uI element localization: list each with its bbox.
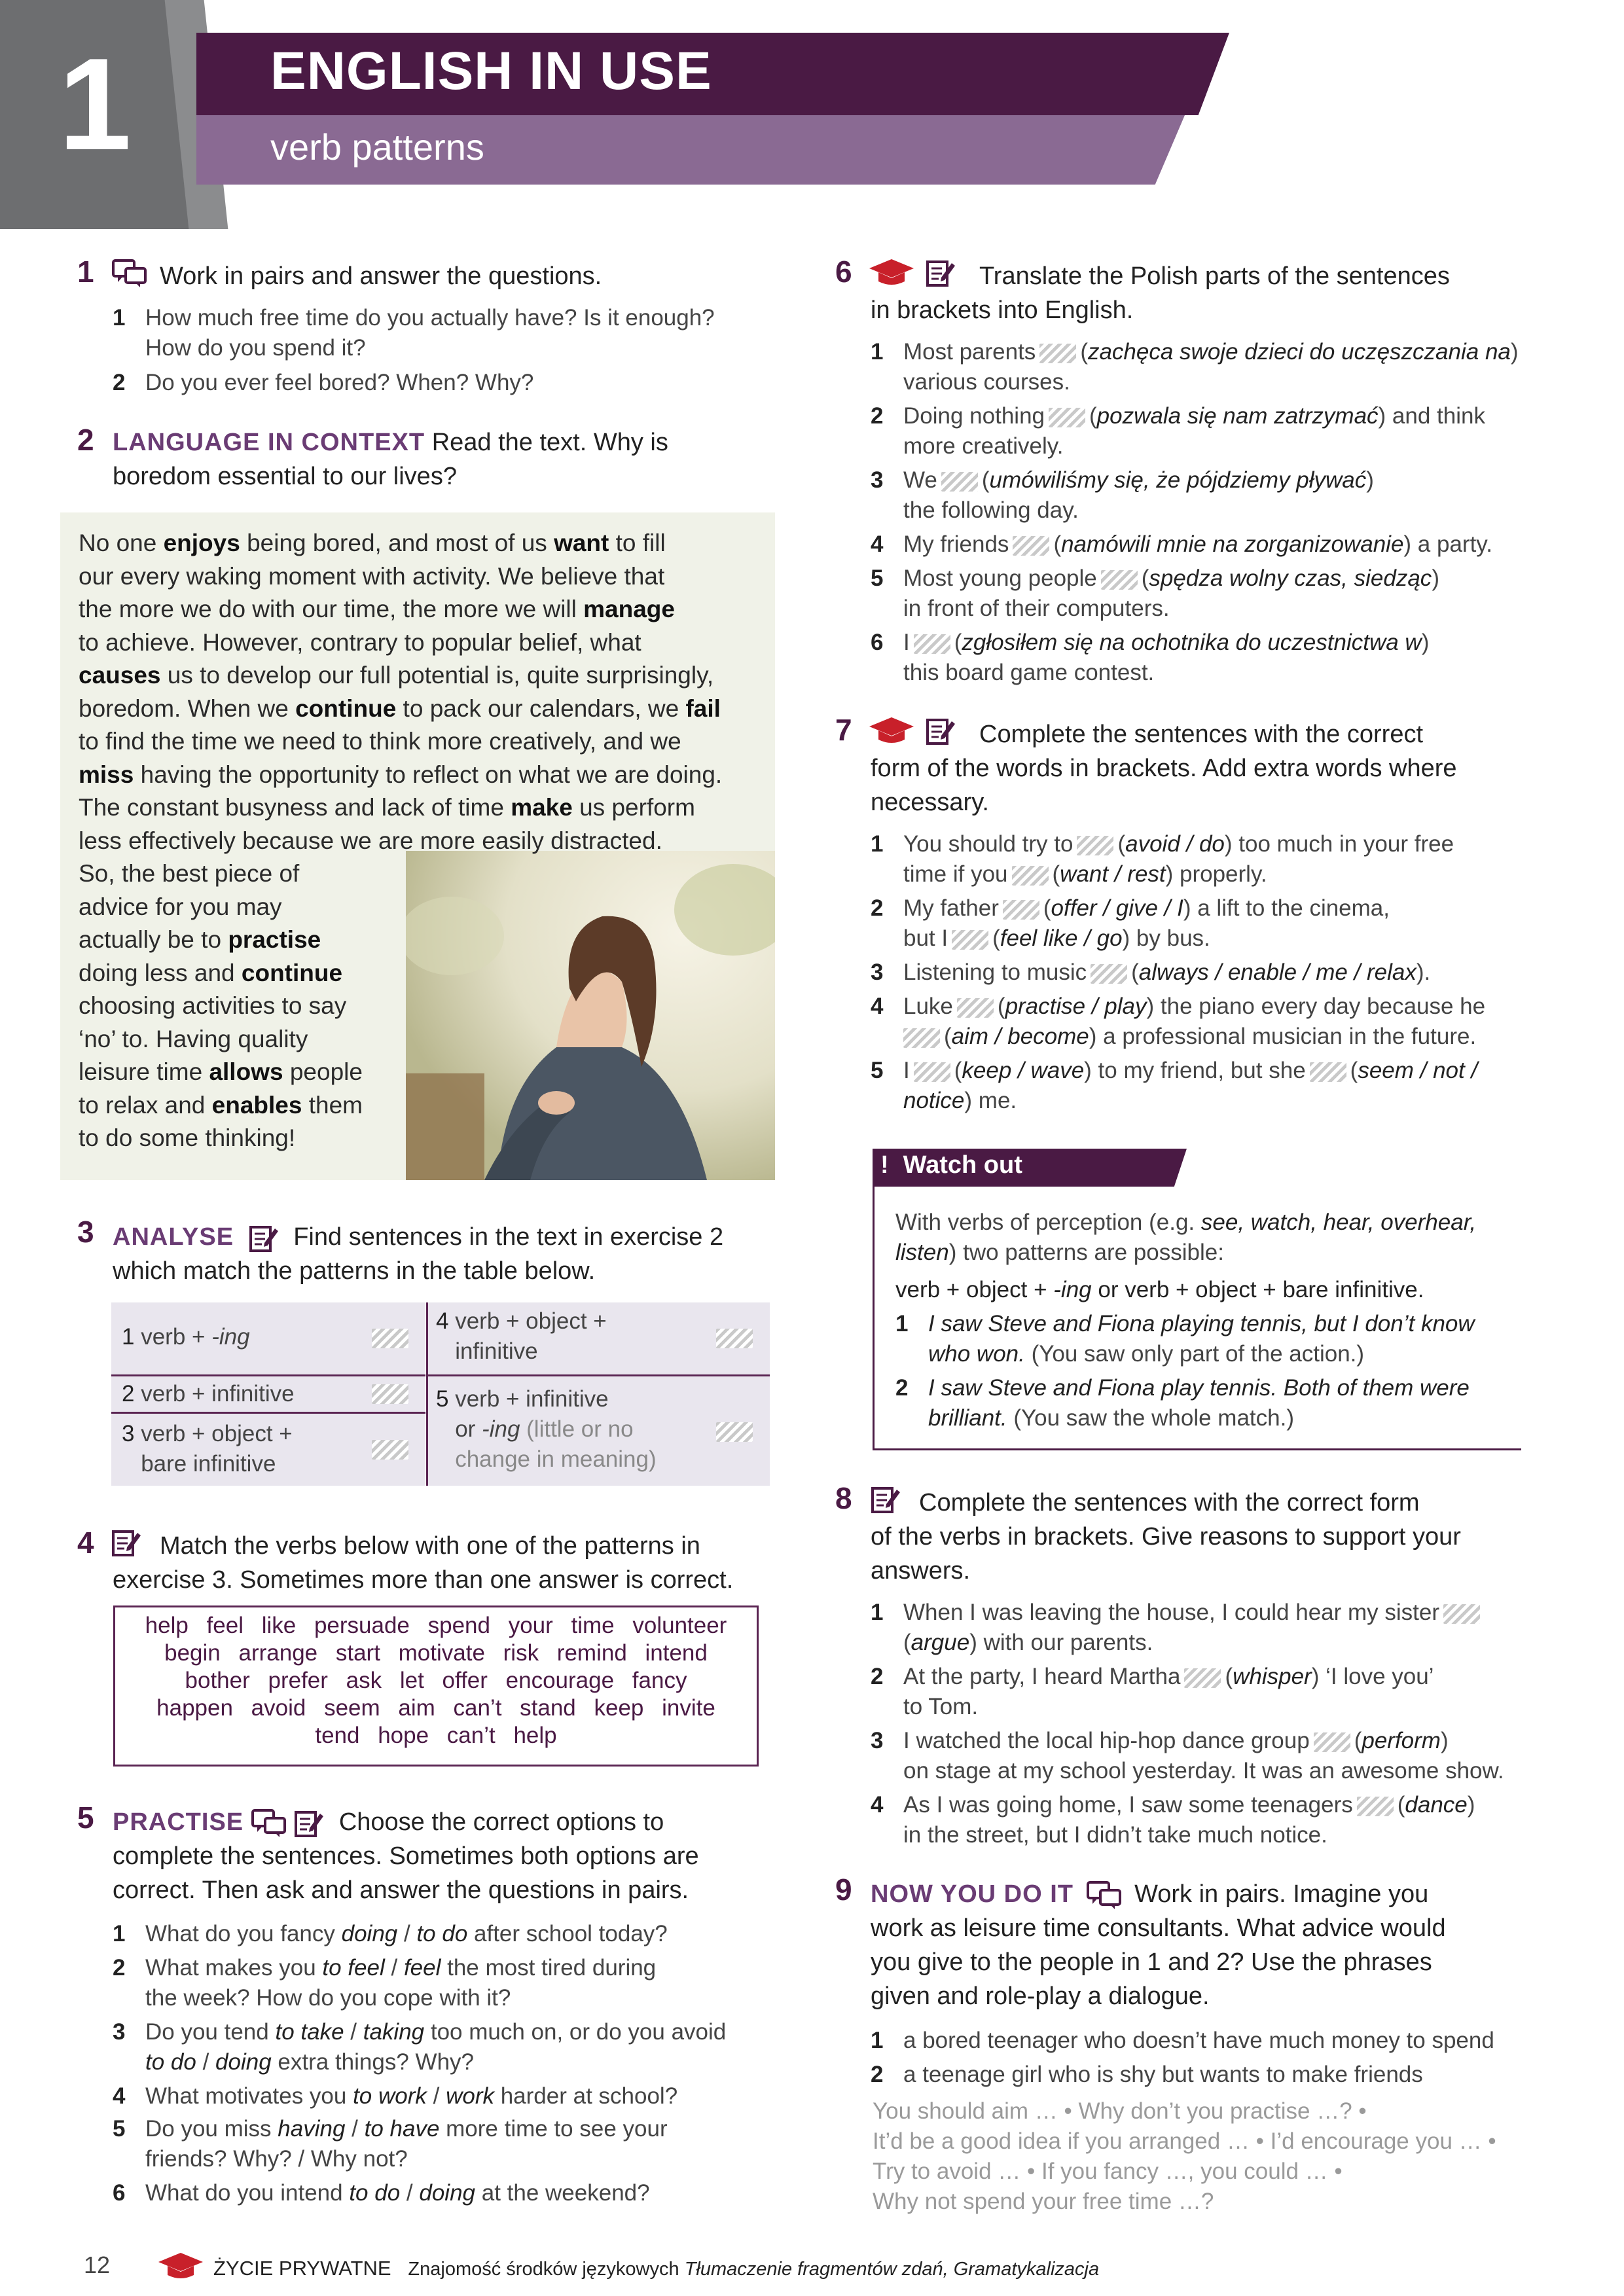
reading-line: So, the best piece of [79,860,300,887]
useful-phrases: You should aim … • Why don’t you practise …? • [873,2098,1367,2124]
option[interactable]: to do [145,2049,196,2075]
writing-icon [926,716,956,746]
reading-line: miss having the opportunity to reflect on what we are doing. [79,761,723,788]
verb-line: happen avoid seem aim can’t stand keep invite [156,1695,715,1721]
reading-line: No one enjoys being bored, and most of us want to fill [79,529,666,556]
list-item: 2 Doing nothing (pozwala się nam zatrzymać) and think more creatively. [871,403,1485,459]
useful-phrases: It’d be a good idea if you arranged … • I’d encourage you … • [873,2128,1496,2154]
option[interactable]: doing [215,2049,272,2075]
exercise-9-number: 9 [835,1873,852,1907]
table-cell: 5 verb + infinitive or -ing (little or no change in meaning) [428,1376,770,1486]
answer-gap[interactable] [1184,1668,1221,1688]
list-item [113,368,534,398]
answer-gap[interactable] [1003,900,1039,920]
instruction-text: Read the text. Why is [431,429,668,456]
list-item: 2 My father (offer / give / I) a lift to the cinema, but I (feel like / go) by bus. [871,895,1390,951]
exercise-tag: NOW YOU DO IT [871,1880,1074,1908]
exercise-7-instruction-line2: form of the words in brackets. Add extra words where [871,755,1457,782]
exercise-7-number: 7 [835,713,852,747]
exercise-6-number: 6 [835,255,852,289]
reading-line: leisure time allows people [79,1058,363,1085]
list-item: 2 a teenage girl who is shy but wants to make friends [871,2062,1423,2087]
answer-gap[interactable] [716,1422,753,1442]
item-text: How do you spend it? [145,335,366,361]
page-number: 12 [84,2251,111,2278]
list-item [113,303,715,363]
pair-work-icon [111,259,148,289]
instruction-text: you give to the people in 1 and 2? Use the phrases [871,1948,1432,1976]
list-item: 3 We (umówiliśmy się, że pójdziemy pływać) the following day. [871,467,1374,523]
exercise-4-instruction-line2: exercise 3. Sometimes more than one answer is correct. [113,1566,734,1594]
reading-line: to do some thinking! [79,1124,296,1151]
option[interactable]: doing [341,1921,398,1946]
item-number: 1 [113,305,126,331]
graduation-cap-icon [868,258,915,288]
answer-gap[interactable] [1012,866,1049,886]
option[interactable]: to have [364,2116,440,2142]
list-item: 5 Most young people (spędza wolny czas, siedząc) in front of their computers. [871,565,1439,621]
reading-line: choosing activities to say [79,992,347,1019]
item-text: Do you ever feel bored? When? Why? [145,370,534,395]
watch-out-title: ! Watch out [880,1151,1022,1179]
graduation-cap-icon [868,716,915,746]
writing-icon [926,258,956,288]
list-item: 4 As I was going home, I saw some teenagers (dance) in the street, but I didn’t take much notice. [871,1792,1475,1848]
writing-icon [249,1223,279,1253]
writing-icon [111,1528,141,1558]
list-item: 6 What do you intend to do / doing at the weekend? [113,2180,650,2206]
reading-line: the more we do with our time, the more we will manage [79,596,675,622]
exercise-1-instruction: Work in pairs and answer the questions. [160,262,602,290]
list-item: 1 a bored teenager who doesn’t have much money to spend [871,2028,1494,2053]
exercise-5-instruction [113,1805,699,1907]
exercise-6-instruction: Translate the Polish parts of the sentences [979,262,1450,290]
option[interactable]: doing [419,2180,475,2206]
exercise-8-number: 8 [835,1481,852,1515]
instruction-text: Find sentences in the text in exercise 2 [293,1223,724,1251]
answer-gap[interactable] [372,1440,408,1460]
list-item: 3 Do you tend to take / taking too much on, or do you avoid to do / doing extra things? Why? [113,2019,727,2075]
instruction-text: Match the verbs below with one of the patterns in [160,1532,700,1560]
writing-icon [871,1484,901,1515]
answer-gap[interactable] [716,1329,753,1348]
exercise-tag: LANGUAGE IN CONTEXT [113,429,425,456]
option[interactable]: work [446,2083,494,2109]
exercise-4-number: 4 [77,1526,94,1560]
list-item: 1 What do you fancy doing / to do after school today? [113,1921,668,1946]
table-cell: 3 verb + object + bare infinitive [111,1414,425,1486]
watch-out-text: With verbs of perception (e.g. see, watch, hear, overhear, listen) two patterns are possible: [895,1210,1477,1265]
page-subtitle: verb patterns [270,126,484,168]
list-item: 1 Most parents (zachęca swoje dzieci do uczęszczania na) various courses. [871,339,1519,395]
answer-gap[interactable] [1310,1062,1346,1082]
exercise-9-instruction [871,1877,1446,2013]
option[interactable]: to do [416,1921,468,1946]
table-cell: 2 verb + infinitive [111,1376,425,1414]
reading-line: our every waking moment with activity. We believe that [79,562,665,590]
footer-label: ŻYCIE PRYWATNE [213,2257,391,2280]
answer-gap[interactable] [1101,570,1138,590]
exercise-8-instruction: Complete the sentences with the correct form [919,1489,1420,1516]
list-item: 6 I (zgłosiłem się na ochotnika do uczestnictwa w) this board game contest. [871,630,1430,685]
answer-gap[interactable] [914,634,950,654]
answer-gap[interactable] [1013,536,1049,556]
reading-line: The constant busyness and lack of time make us perform [79,794,695,821]
answer-gap[interactable] [1039,344,1076,363]
reading-line: ‘no’ to. Having quality [79,1025,308,1052]
item-text: How much free time do you actually have? Is it enough? [145,305,715,331]
list-item: 5 Do you miss having / to have more time to see your friends? Why? / Why not? [113,2116,668,2172]
exercise-8-instruction-line2: of the verbs in brackets. Give reasons to support your [871,1523,1461,1551]
exercise-3-number: 3 [77,1215,94,1249]
reading-line: advice for you may [79,893,282,920]
exercise-4-instruction [160,1529,700,1563]
answer-gap[interactable] [372,1329,408,1348]
instruction-text: which match the patterns in the table below. [113,1257,596,1285]
watch-out-pattern: verb + object + -ing or verb + object + bare infinitive. [895,1277,1424,1302]
list-item: 2 What makes you to feel / feel the most tired during the week? How do you cope with it? [113,1955,657,2011]
answer-gap[interactable] [1077,836,1113,855]
answer-gap[interactable] [952,930,988,950]
instruction-text: boredom essential to our lives? [113,463,457,490]
instruction-text: given and role-play a dialogue. [871,1982,1210,2010]
exercise-1-number: 1 [77,255,94,289]
useful-phrases: Why not spend your free time …? [873,2189,1214,2214]
answer-gap[interactable] [372,1384,408,1404]
option[interactable]: to do [349,2180,401,2206]
item-number: 2 [113,370,126,395]
exclamation-icon: ! [880,1151,889,1179]
list-item: 1 You should try to (avoid / do) too much in your free time if you (want / rest) properly. [871,831,1454,887]
answer-gap[interactable] [914,1062,950,1082]
useful-phrases: Try to avoid … • If you fancy …, you could … • [873,2159,1343,2184]
option[interactable]: having [278,2116,346,2142]
table-cell: 4 verb + object + infinitive [428,1302,770,1376]
answer-gap[interactable] [1443,1604,1480,1624]
watch-out-example: 1 I saw Steve and Fiona playing tennis, but I don’t know who won. (You saw only part of the action.) [895,1311,1475,1367]
option[interactable]: to take [275,2019,344,2045]
answer-gap[interactable] [1091,964,1127,984]
reading-line: doing less and continue [79,959,343,986]
pair-work-icon [1086,1880,1123,1910]
graduation-cap-icon [157,2251,204,2282]
reading-line: to relax and enables them [79,1091,363,1119]
option[interactable]: taking [363,2019,425,2045]
reading-line: to achieve. However, contrary to popular belief, what [79,628,641,656]
exercise-2-instruction [113,425,668,493]
reading-line: to find the time we need to think more creatively, and we [79,728,681,755]
verb-box [113,1605,759,1767]
list-item: 2 At the party, I heard Martha (whisper) ‘I love you’ to Tom. [871,1664,1434,1719]
answer-gap[interactable] [941,472,978,492]
verb-line: begin arrange start motivate risk remind intend [164,1640,708,1666]
exercise-tag: PRACTISE [113,1808,244,1836]
list-item: 3 Listening to music (always / enable / me / relax). [871,960,1431,985]
answer-gap[interactable] [1314,1732,1350,1752]
verb-line: tend hope can’t help [315,1723,557,1748]
instruction-text: correct. Then ask and answer the questions in pairs. [113,1876,689,1904]
reading-text [79,527,772,1155]
exercise-6-instruction-line2: in brackets into English. [871,296,1134,324]
pair-work-icon [251,1808,287,1839]
answer-gap[interactable] [1357,1797,1394,1816]
instruction-text: Work in pairs. Imagine you [1134,1880,1429,1908]
exercise-7-instruction: Complete the sentences with the correct [979,721,1424,748]
option[interactable]: to work [353,2083,427,2109]
list-item: 3 I watched the local hip-hop dance group (perform) on stage at my school yesterday. It was an awesome show. [871,1728,1504,1784]
exercise-7-instruction-line3: necessary. [871,789,989,816]
watch-out-example: 2 I saw Steve and Fiona play tennis. Both of them were brilliant. (You saw the whole match.) [895,1375,1470,1431]
option[interactable]: feel [403,1955,441,1981]
list-item: 4 What motivates you to work / work harder at school? [113,2083,678,2109]
table-cell: 1 verb + -ing [111,1302,425,1376]
unit-number: 1 [58,31,132,177]
exercise-3-instruction [113,1220,723,1288]
exercise-5-number: 5 [77,1801,94,1835]
list-item: 5 I (keep / wave) to my friend, but she (seem / not / notice) me. [871,1058,1478,1113]
option[interactable]: to feel [322,1955,385,1981]
instruction-text: complete the sentences. Sometimes both options are [113,1842,699,1870]
reading-line: less effectively because we are more easily distracted. [79,827,662,854]
writing-icon [294,1808,324,1839]
exercise-8-instruction-line3: answers. [871,1557,971,1585]
answer-gap[interactable] [1049,408,1085,427]
answer-gap[interactable] [957,998,994,1018]
reading-line: boredom. When we continue to pack our calendars, we fail [79,694,721,722]
instruction-text: work as leisure time consultants. What advice would [871,1914,1446,1942]
reading-line: actually be to practise [79,926,321,953]
reading-line: causes us to develop our full potential is, quite surprisingly, [79,662,714,689]
instruction-text: Choose the correct options to [338,1808,664,1836]
verb-line: help feel like persuade spend your time volunteer [145,1613,727,1638]
answer-gap[interactable] [903,1028,940,1048]
footer-text: ŻYCIE PRYWATNE Znajomość środków językowych Tłumaczenie fragmentów zdań, Gramatykalizacja [213,2257,1100,2280]
exercise-2-number: 2 [77,423,94,457]
list-item: 1 When I was leaving the house, I could hear my sister (argue) with our parents. [903,1598,1484,1658]
list-item: 4 Luke (practise / play) the piano every day because he (aim / become) a professional musician in the future. [871,994,1486,1049]
page-title: ENGLISH IN USE [270,41,712,101]
list-item: 4 My friends (namówili mnie na zorganizowanie) a party. [871,531,1492,557]
exercise-tag: ANALYSE [113,1223,234,1251]
patterns-table [111,1302,770,1486]
verb-line: bother prefer ask let offer encourage fancy [185,1668,687,1693]
